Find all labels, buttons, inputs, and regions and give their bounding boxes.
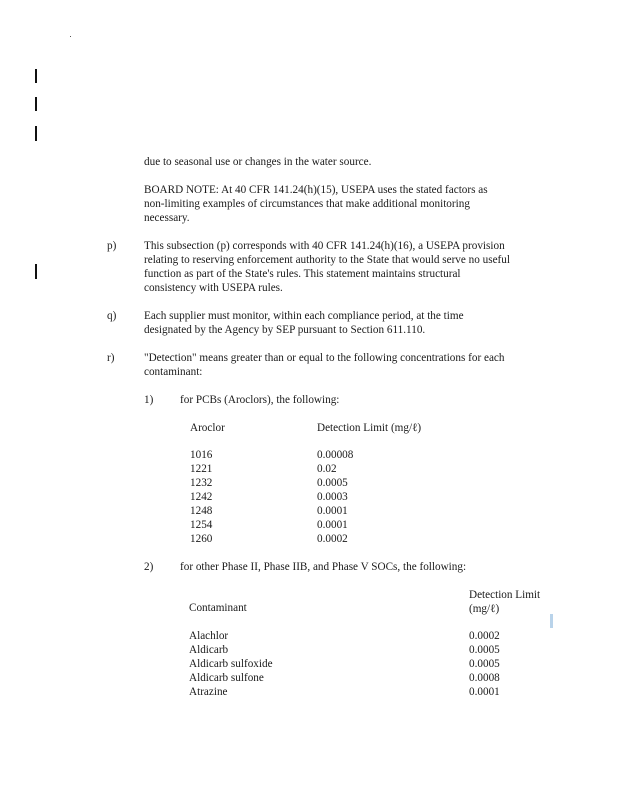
item-r-line: contaminant: [144,366,203,378]
table-cell: 0.0005 [469,658,500,670]
soc-table-col-limit [469,629,500,699]
sub1-text: for PCBs (Aroclors), the following: [180,394,340,406]
item-p-label: p) [107,240,117,252]
item-r-line: "Detection" means greater than or equal to the following concentrations for each [144,352,505,364]
continuation-text: due to seasonal use or changes in the water source. [144,156,372,168]
table-cell: 1016 [190,449,213,461]
table-cell: 0.0001 [317,505,348,517]
item-r-text [144,351,504,379]
item-q-line: designated by the Agency by SEP pursuant to Section 611.110. [144,324,426,336]
item-p-line: relating to reserving enforcement authority to the State that would serve no useful [144,254,510,266]
sub2-label: 2) [144,561,154,573]
board-note-line: necessary. [144,212,190,224]
table-cell: 0.0005 [469,644,500,656]
item-q-text [144,309,464,337]
pcb-table-header-limit: Detection Limit (mg/ℓ) [317,422,422,434]
table-cell: 0.0002 [469,630,500,642]
board-note-line: BOARD NOTE: At 40 CFR 141.24(h)(15), USEPA uses the stated factors as [144,184,488,196]
revision-bar [35,126,37,141]
table-cell: 1232 [190,477,213,489]
item-q-label: q) [107,310,117,322]
item-q-line: Each supplier must monitor, within each compliance period, at the time [144,310,464,322]
table-cell: 1248 [190,505,213,517]
table-cell: 0.0008 [469,672,500,684]
table-cell: Alachlor [189,630,229,642]
header-line: (mg/ℓ) [469,603,500,615]
table-cell: Aldicarb sulfoxide [189,658,273,670]
table-cell: Atrazine [189,686,228,698]
table-cell: 0.0005 [317,477,348,489]
item-p-line: function as part of the State's rules. This statement maintains structural [144,268,461,280]
sub2-text: for other Phase II, Phase IIB, and Phase V SOCs, the following: [180,561,467,573]
table-cell: Aldicarb [189,644,229,656]
board-note [144,183,488,225]
scan-dot [70,36,71,37]
sub1-label: 1) [144,394,154,406]
table-cell: 1260 [190,533,213,545]
pcb-table-header-aroclor: Aroclor [190,422,225,434]
table-cell: 1254 [190,519,213,531]
scan-mark [550,614,553,628]
soc-table-col-contaminant [189,629,273,699]
table-cell: 0.0001 [317,519,348,531]
board-note-line: non-limiting examples of circumstances that make additional monitoring [144,198,470,210]
revision-bar [35,69,37,83]
pcb-table-col-aroclor [190,448,212,546]
table-cell: 0.00008 [317,449,354,461]
table-cell: 0.0001 [469,686,500,698]
revision-bar [35,97,37,111]
soc-table-header-contaminant: Contaminant [189,602,247,614]
table-cell: 1221 [190,463,213,475]
item-p-line: consistency with USEPA rules. [144,282,283,294]
table-cell: 1242 [190,491,213,503]
item-p-line: This subsection (p) corresponds with 40 CFR 141.24(h)(16), a USEPA provision [144,240,505,252]
table-cell: 0.0003 [317,491,348,503]
item-p-text [144,239,510,295]
item-r-label: r) [107,352,115,364]
soc-table-header-limit [469,588,540,616]
revision-bar [35,264,37,279]
table-cell: 0.02 [317,463,337,475]
table-cell: 0.0002 [317,533,348,545]
table-cell: Aldicarb sulfone [189,672,264,684]
pcb-table-col-limit [317,448,353,546]
header-line: Detection Limit [469,589,541,601]
